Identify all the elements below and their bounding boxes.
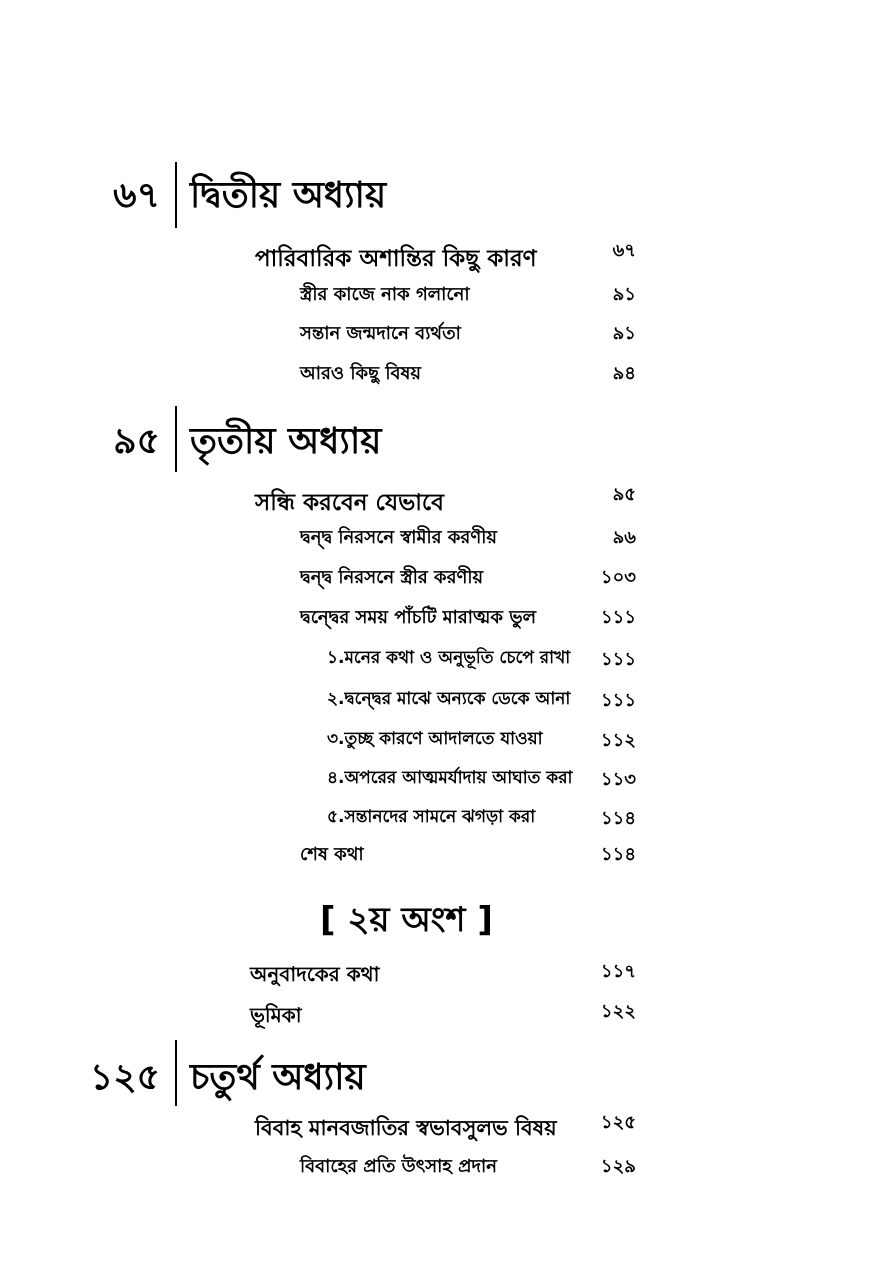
toc-subentry: ৩.তুচ্ছ কারণে আদালতে যাওয়া: [327, 729, 543, 749]
toc-entry: সন্তান জন্মদানে ব্যর্থতা: [300, 323, 461, 344]
toc-page-number: ১২৯: [600, 1156, 636, 1177]
toc-entry: দ্বন্দ্বের সময় পাঁচটি মারাত্মক ভুল: [300, 607, 537, 628]
toc-entry: শেষ কথা: [300, 844, 364, 865]
toc-page-number: ১১৪: [600, 844, 636, 865]
chapter-divider: [175, 1040, 177, 1106]
chapter-title: দ্বিতীয় অধ্যায়: [190, 175, 387, 216]
toc-page-number: ১২২: [600, 1001, 636, 1022]
toc-page-number: ৯৫: [612, 484, 636, 505]
toc-page-number: ১১২: [600, 730, 636, 751]
chapter-divider: [175, 406, 177, 472]
toc-subentry: ২.দ্বন্দ্বের মাঝে অন্যকে ডেকে আনা: [327, 689, 571, 709]
toc-entry: দ্বন্দ্ব নিরসনে স্ত্রীর করণীয়: [300, 567, 484, 588]
part-heading: [ ২য় অংশ ]: [320, 900, 493, 940]
chapter-title: চতুর্থ অধ্যায়: [190, 1057, 366, 1098]
toc-page-number: ১০৩: [600, 567, 636, 588]
toc-page-number: ১২৫: [600, 1112, 636, 1133]
toc-entry: বিবাহের প্রতি উৎসাহ প্রদান: [300, 1156, 497, 1177]
toc-entry: আরও কিছু বিষয়: [300, 363, 422, 384]
chapter-number: ৬৭: [113, 175, 160, 216]
toc-page-number: ৯১: [612, 284, 636, 305]
toc-page-number: ৯৪: [612, 363, 636, 384]
toc-entry: অনুবাদকের কথা: [250, 962, 380, 986]
toc-section-title: বিবাহ মানবজাতির স্বভাবসুলভ বিষয়: [255, 1116, 557, 1140]
toc-subentry: ১.মনের কথা ও অনুভূতি চেপে রাখা: [327, 648, 571, 668]
chapter-title: তৃতীয় অধ্যায়: [190, 421, 382, 462]
toc-page-number: ১১৩: [600, 769, 636, 790]
toc-page-number: ১১৭: [600, 961, 636, 982]
chapter-number: ১২৫: [89, 1057, 160, 1098]
chapter-number: ৯৫: [113, 421, 160, 462]
toc-entry: দ্বন্দ্ব নিরসনে স্বামীর করণীয়: [300, 527, 497, 548]
toc-section-title: সন্ধি করবেন যেভাবে: [255, 490, 444, 516]
toc-section-title: পারিবারিক অশান্তির কিছু কারণ: [255, 246, 537, 272]
toc-page-number: ৯১: [612, 323, 636, 344]
toc-page-number: ১১১: [600, 607, 636, 628]
toc-page-number: ১১১: [600, 690, 636, 711]
toc-page-number: ৯৬: [612, 527, 636, 548]
toc-page-number: ৬৭: [612, 240, 636, 261]
toc-subentry: ৫.সন্তানদের সামনে ঝগড়া করা: [327, 807, 536, 827]
toc-page-number: ১১৪: [600, 808, 636, 829]
chapter-divider: [175, 162, 177, 228]
toc-entry: ভূমিকা: [250, 1003, 302, 1027]
toc-subentry: ৪.অপরের আত্মমর্যাদায় আঘাত করা: [327, 768, 573, 788]
toc-page-number: ১১১: [600, 649, 636, 670]
toc-entry: স্ত্রীর কাজে নাক গলানো: [300, 284, 470, 305]
